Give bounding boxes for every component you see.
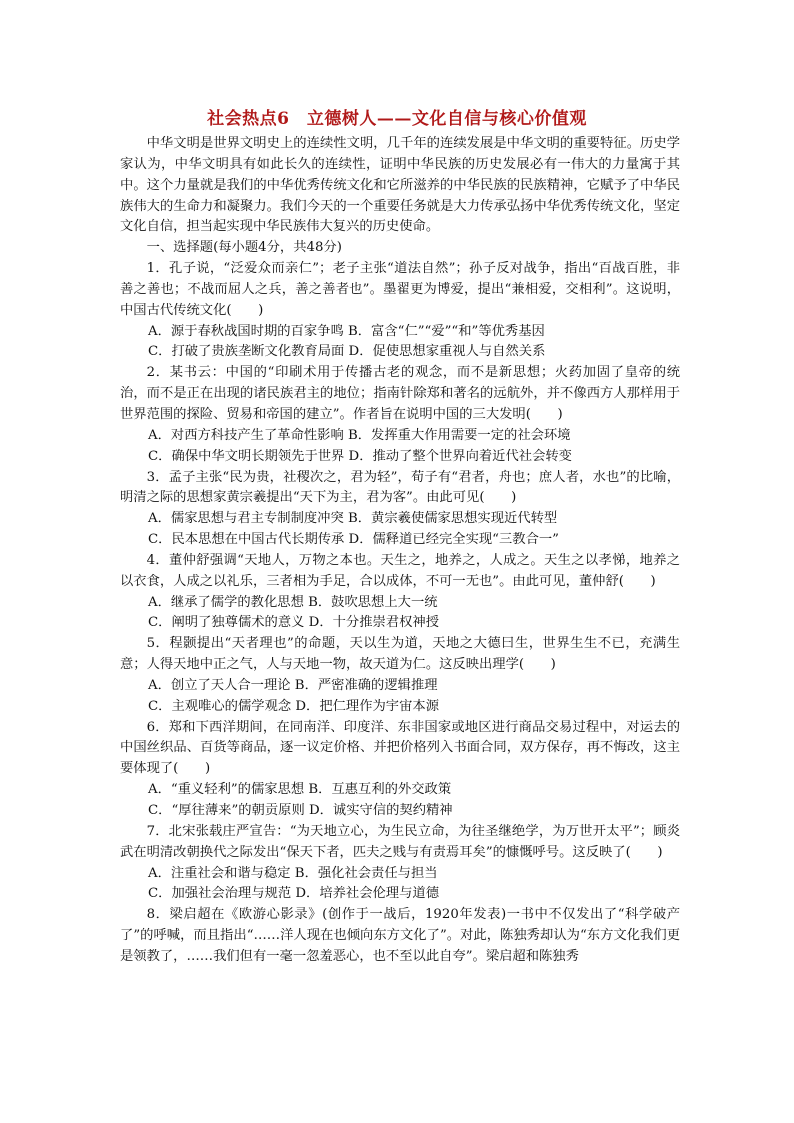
question-stem: 7．北宋张载庄严宣告：“为天地立心，为生民立命，为往圣继绝学，为万世开太平”；顾炎武在明清改朝换代之际发出“保天下者，匹夫之贱与有责焉耳矣”的慷慨呼号。这反映了( )	[120, 823, 680, 860]
question-options: C．主观唯心的儒学观念 D．把仁理作为宇宙本源	[148, 698, 439, 714]
page-title: 社会热点6 立德树人——文化自信与核心价值观	[207, 109, 587, 129]
question-options: A．对西方科技产生了革命性影响 B．发挥重大作用需要一定的社会环境	[148, 427, 571, 443]
document-body	[120, 134, 680, 968]
intro-paragraph: 中华文明是世界文明史上的连续性文明，几千年的连续发展是中华文明的重要特征。历史学家认为，中华文明具有如此长久的连续性，证明中华民族的历史发展必有一伟大的力量寓于其中。这个力量就是我们的中华优秀传统文化和它所滋养的中华民族的民族精神，它赋予了中华民族伟大的生命力和凝聚力。我们今天的一个重要任务就是大力传承弘扬中华优秀传统文化，坚定文化自信，担当起实现中华民族伟大复兴的历史使命。	[120, 136, 680, 235]
question-options: A．创立了天人合一理论 B．严密准确的逻辑推理	[148, 677, 438, 693]
question-options: A．“重义轻利”的儒家思想 B．互惠互利的外交政策	[148, 782, 452, 798]
question-options: C．阐明了独尊儒术的意义 D．十分推崇君权神授	[148, 615, 439, 631]
question-options: C．民本思想在中国古代长期传承 D．儒释道已经完全实现“三教合一”	[148, 532, 559, 548]
question-options: A．源于春秋战国时期的百家争鸣 B．富含“仁”“爱”“和”等优秀基因	[148, 323, 545, 339]
question-stem: 5．程颢提出“天者理也”的命题，天以生为道，天地之大德曰生，世界生生不已，充满生意；人得天地中正之气，人与天地一物，故天道为仁。这反映出理学( )	[120, 636, 680, 673]
question-stem: 3．孟子主张“民为贵，社稷次之，君为轻”，荀子有“君者，舟也；庶人者，水也”的比喻，明清之际的思想家黄宗羲提出“天下为主，君为客”。由此可见( )	[120, 469, 680, 506]
question-options: C．“厚往薄来”的朝贡原则 D．诚实守信的契约精神	[148, 803, 453, 818]
question-stem: 8．梁启超在《欧游心影录》(创作于一战后，1920年发表)一书中不仅发出了“科学破产了”的呼喊，而且指出“……洋人现在也倾向东方文化了”。对此，陈独秀却认为“东方文化我们更是领教了，……我们但有一毫一忽羞恶心，也不至以此自夸”。梁启超和陈独秀	[120, 907, 680, 964]
question-stem: 2．某书云：中国的“印刷术用于传播古老的观念，而不是新思想；火药加固了皇帝的统治，而不是正在出现的诸民族君主的地位；指南针除郑和著名的远航外，并不像西方人那样用于世界范围的探险、贸易和帝国的建立”。作者旨在说明中国的三大发明( )	[120, 365, 680, 422]
question-options: A．注重社会和谐与稳定 B．强化社会责任与担当	[148, 865, 438, 881]
section-heading: 一、选择题(每小题4分，共48分)	[146, 240, 342, 256]
question-options: A．儒家思想与君主专制制度冲突 B．黄宗羲使儒家思想实现近代转型	[148, 511, 558, 527]
question-options: C．确保中华文明长期领先于世界 D．推动了整个世界向着近代社会转变	[148, 448, 572, 464]
question-stem: 6．郑和下西洋期间，在同南洋、印度洋、东非国家或地区进行商品交易过程中，对运去的中国丝织品、百货等商品，逐一议定价格、并把价格列入书面合同，双方保存，再不悔改，这主要体现了( )	[120, 719, 680, 777]
question-stem: 4．董仲舒强调“天地人，万物之本也。天生之，地养之，人成之。天生之以孝悌，地养之以衣食，人成之以礼乐，三者相为手足，合以成体，不可一无也”。由此可见，董仲舒( )	[120, 552, 680, 589]
question-stem: 1．孔子说，“泛爱众而亲仁”；老子主张“道法自然”；孙子反对战争，指出“百战百胜，非善之善也；不战而屈人之兵，善之善者也”。墨翟更为博爱，提出“兼相爱，交相利”。这说明，中国古代传统文化( )	[120, 261, 680, 318]
question-options: C．打破了贵族垄断文化教育局面 D．促使思想家重视人与自然关系	[148, 344, 546, 360]
question-options: A．继承了儒学的教化思想 B．鼓吹思想上大一统	[148, 594, 438, 610]
question-options: C．加强社会治理与规范 D．培养社会伦理与道德	[148, 886, 439, 902]
